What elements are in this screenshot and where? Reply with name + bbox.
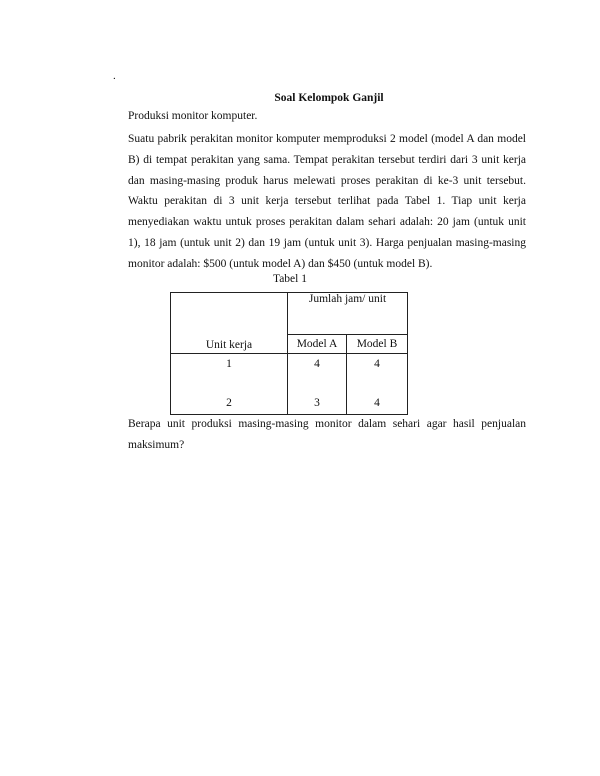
model-b-value: 4: [374, 397, 380, 409]
assembly-time-table: [170, 292, 408, 415]
unit-column-cell: [171, 354, 288, 415]
group-header: Jumlah jam/ unit: [308, 293, 387, 305]
model-b-value: 4: [374, 358, 380, 370]
table-body-row: [171, 354, 408, 415]
table-caption: Tabel 1: [272, 273, 307, 285]
table-header-row-1: [171, 293, 408, 335]
unit-value: 1: [226, 358, 232, 370]
unit-header: Unit kerja: [205, 339, 253, 351]
model-a-header-cell: [288, 335, 347, 354]
document-subtitle: Produksi monitor komputer.: [128, 110, 258, 122]
group-header-cell: [288, 293, 408, 335]
header-mark: .: [113, 70, 116, 82]
model-a-header: Model A: [296, 338, 338, 350]
problem-paragraph: Suatu pabrik perakitan monitor komputer memproduksi 2 model (model A dan model B) di tempat perakitan yang sama. Tempat perakitan tersebut terdiri dari 3 unit kerja dan masing-masing produk harus melewati proses perakitan di ke-3 unit tersebut. Waktu perakitan di 3 unit kerja tersebut terlihat pada Tabel 1. Tiap unit kerja menyediakan waktu untuk proses perakitan dalam sehari adalah: 20 jam (untuk unit 1), 18 jam (untuk unit 2) dan 19 jam (untuk unit 3). Harga penjualan masing-masing monitor adalah: $500 (untuk model A) dan $450 (untuk model B).: [128, 133, 526, 270]
model-b-column-cell: [347, 354, 408, 415]
model-b-header: Model B: [356, 338, 398, 350]
model-b-header-cell: [347, 335, 408, 354]
question-paragraph: Berapa unit produksi masing-masing monitor dalam sehari agar hasil penjualan maksimum?: [128, 418, 526, 451]
document-title: Soal Kelompok Ganjil: [274, 92, 384, 104]
unit-header-cell: [171, 293, 288, 354]
model-a-column-cell: [288, 354, 347, 415]
model-a-value: 4: [314, 358, 320, 370]
model-a-value: 3: [314, 397, 320, 409]
unit-value: 2: [226, 397, 232, 409]
